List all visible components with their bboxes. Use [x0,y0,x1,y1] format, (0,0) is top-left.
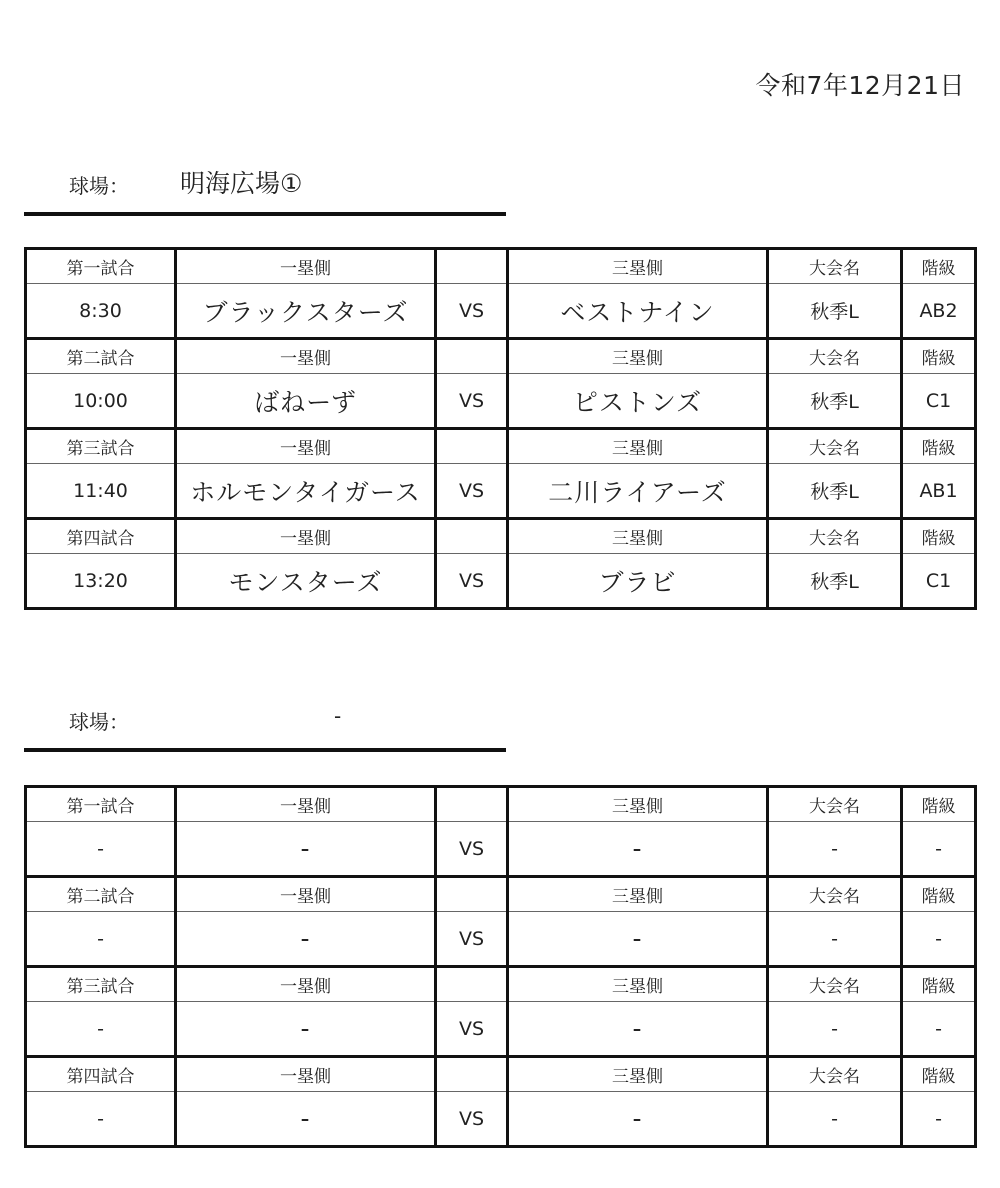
vs-label: VS [436,284,508,339]
vs-header-blank [436,1057,508,1092]
tournament-header: 大会名 [768,787,902,822]
tournament-name: - [768,912,902,967]
venue-name: - [334,704,342,728]
third-base-header: 三塁側 [508,249,768,284]
vs-header-blank [436,249,508,284]
first-base-team: - [176,822,436,877]
game-data-row [26,1092,976,1147]
grade-value: - [902,1092,976,1147]
round-label: 第四試合 [26,519,176,554]
tournament-name: 秋季L [768,284,902,339]
vs-label: VS [436,912,508,967]
venue-header-1 [24,152,506,216]
round-label: 第二試合 [26,339,176,374]
game-data-row [26,912,976,967]
game-data-row [26,284,976,339]
grade-value: C1 [902,374,976,429]
third-base-team: ベストナイン [508,284,768,339]
first-base-team: モンスターズ [176,554,436,609]
tournament-header: 大会名 [768,429,902,464]
tournament-name: 秋季L [768,464,902,519]
game-data-row [26,822,976,877]
first-base-header: 一塁側 [176,787,436,822]
first-base-header: 一塁側 [176,249,436,284]
tournament-name: 秋季L [768,374,902,429]
game-header-row [26,339,976,374]
first-base-header: 一塁側 [176,339,436,374]
third-base-header: 三塁側 [508,1057,768,1092]
game-time: - [26,912,176,967]
grade-value: - [902,1002,976,1057]
grade-header: 階級 [902,877,976,912]
grade-header: 階級 [902,967,976,1002]
game-header-row [26,1057,976,1092]
vs-header-blank [436,787,508,822]
schedule-date: 令和7年12月21日 [755,71,965,100]
round-label: 第四試合 [26,1057,176,1092]
grade-header: 階級 [902,1057,976,1092]
grade-value: - [902,822,976,877]
first-base-team: - [176,1092,436,1147]
vs-header-blank [436,877,508,912]
game-header-row [26,787,976,822]
vs-label: VS [436,374,508,429]
first-base-header: 一塁側 [176,519,436,554]
vs-label: VS [436,1092,508,1147]
game-time: - [26,1092,176,1147]
round-label: 第一試合 [26,787,176,822]
first-base-header: 一塁側 [176,429,436,464]
first-base-header: 一塁側 [176,1057,436,1092]
tournament-header: 大会名 [768,249,902,284]
third-base-team: - [508,1002,768,1057]
first-base-team: - [176,1002,436,1057]
third-base-team: ブラビ [508,554,768,609]
vs-header-blank [436,519,508,554]
grade-value: C1 [902,554,976,609]
third-base-team: ピストンズ [508,374,768,429]
game-data-row [26,1002,976,1057]
round-label: 第三試合 [26,967,176,1002]
game-header-row [26,967,976,1002]
first-base-team: ブラックスターズ [176,284,436,339]
first-base-team: - [176,912,436,967]
vs-label: VS [436,464,508,519]
game-data-row [26,464,976,519]
grade-header: 階級 [902,429,976,464]
first-base-team: ホルモンタイガース [176,464,436,519]
tournament-header: 大会名 [768,339,902,374]
game-data-row [26,554,976,609]
round-label: 第一試合 [26,249,176,284]
game-header-row [26,519,976,554]
third-base-header: 三塁側 [508,967,768,1002]
third-base-team: - [508,822,768,877]
venue-label: 球場： [69,174,129,198]
game-time: - [26,1002,176,1057]
game-header-row [26,429,976,464]
game-time: 8:30 [26,284,176,339]
vs-header-blank [436,429,508,464]
round-label: 第二試合 [26,877,176,912]
game-time: 11:40 [26,464,176,519]
first-base-team: ばねーず [176,374,436,429]
grade-value: - [902,912,976,967]
first-base-header: 一塁側 [176,967,436,1002]
game-header-row [26,249,976,284]
grade-value: AB1 [902,464,976,519]
third-base-header: 三塁側 [508,429,768,464]
grade-value: AB2 [902,284,976,339]
game-time: - [26,822,176,877]
third-base-team: - [508,1092,768,1147]
vs-header-blank [436,339,508,374]
vs-label: VS [436,1002,508,1057]
vs-header-blank [436,967,508,1002]
third-base-team: - [508,912,768,967]
third-base-header: 三塁側 [508,877,768,912]
third-base-header: 三塁側 [508,787,768,822]
vs-label: VS [436,822,508,877]
tournament-name: - [768,822,902,877]
tournament-name: 秋季L [768,554,902,609]
tournament-name: - [768,1092,902,1147]
third-base-team: 二川ライアーズ [508,464,768,519]
first-base-header: 一塁側 [176,877,436,912]
grade-header: 階級 [902,339,976,374]
grade-header: 階級 [902,519,976,554]
tournament-name: - [768,1002,902,1057]
grade-header: 階級 [902,787,976,822]
game-time: 13:20 [26,554,176,609]
tournament-header: 大会名 [768,967,902,1002]
game-data-row [26,374,976,429]
vs-label: VS [436,554,508,609]
round-label: 第三試合 [26,429,176,464]
venue-label: 球場： [69,710,129,734]
tournament-header: 大会名 [768,1057,902,1092]
grade-header: 階級 [902,249,976,284]
venue-header-2 [24,688,506,752]
schedule-table-2 [24,785,977,1148]
third-base-header: 三塁側 [508,339,768,374]
venue-name: 明海広場① [180,169,303,198]
tournament-header: 大会名 [768,877,902,912]
game-time: 10:00 [26,374,176,429]
third-base-header: 三塁側 [508,519,768,554]
schedule-table-1 [24,247,977,610]
game-header-row [26,877,976,912]
tournament-header: 大会名 [768,519,902,554]
